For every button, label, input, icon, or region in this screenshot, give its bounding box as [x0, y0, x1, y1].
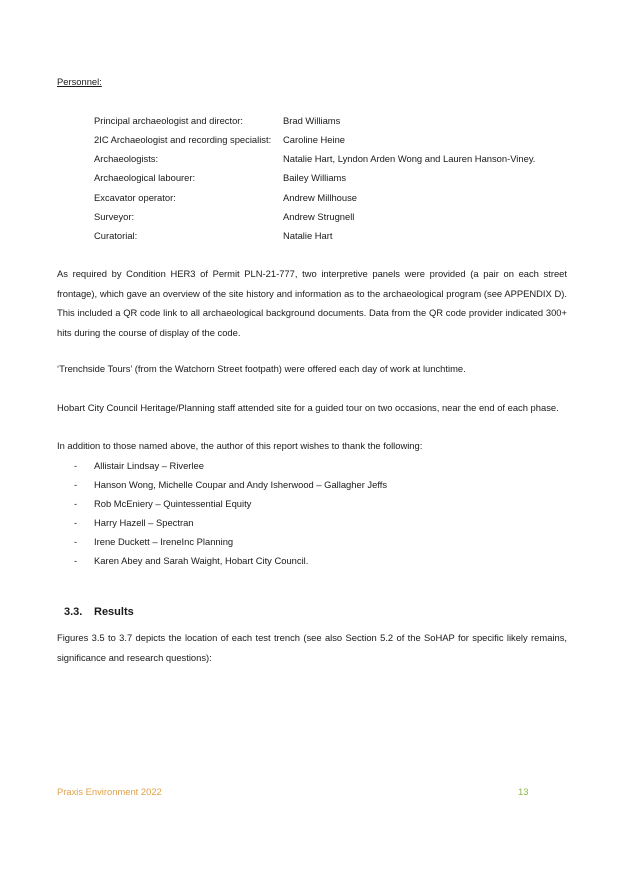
personnel-heading: Personnel: — [57, 76, 102, 87]
personnel-name: Bailey Williams — [283, 172, 347, 183]
personnel-name: Andrew Strugnell — [283, 211, 355, 222]
personnel-role: Principal archaeologist and director: — [94, 115, 244, 126]
bullet-dash: - — [74, 517, 78, 528]
bullet-dash: - — [74, 498, 78, 509]
list-item-text: Rob McEniery – Quintessential Equity — [94, 498, 252, 509]
personnel-name: Andrew Millhouse — [283, 192, 357, 203]
personnel-role: Surveyor: — [94, 211, 135, 222]
thanks-intro: In addition to those named above, the author of this report wishes to thank the following: — [57, 440, 423, 451]
section-title: Results — [94, 606, 134, 618]
bullet-dash: - — [74, 536, 78, 547]
personnel-role: Curatorial: — [94, 230, 138, 241]
bullet-dash: - — [74, 555, 78, 566]
footer-company: Praxis Environment 2022 — [57, 786, 162, 797]
personnel-role: Archaeological labourer: — [94, 172, 196, 183]
personnel-role: Excavator operator: — [94, 192, 176, 203]
personnel-name: Caroline Heine — [283, 134, 346, 145]
personnel-role: 2IC Archaeologist and recording specialist: — [94, 134, 272, 145]
bullet-dash: - — [74, 460, 78, 471]
list-item-text: Harry Hazell – Spectran — [94, 517, 194, 528]
list-item-text: Karen Abey and Sarah Waight, Hobart City Council. — [94, 555, 309, 566]
results-paragraph: Figures 3.5 to 3.7 depicts the location of each test trench (see also Section 5.2 of the SoHAP for specific likely remains, significance and research questions): — [57, 632, 567, 663]
council-paragraph: Hobart City Council Heritage/Planning staff attended site for a guided tour on two occasions, near the end of each phase. — [57, 402, 559, 413]
list-item-text: Hanson Wong, Michelle Coupar and Andy Isherwood – Gallagher Jeffs — [94, 479, 388, 490]
page-number: 13 — [518, 786, 529, 797]
section-number: 3.3. — [64, 606, 83, 618]
personnel-name: Brad Williams — [283, 115, 341, 126]
list-item-text: Irene Duckett – IreneInc Planning — [94, 536, 234, 547]
bullet-dash: - — [74, 479, 78, 490]
panels-paragraph: As required by Condition HER3 of Permit PLN-21-777, two interpretive panels were provided (a pair on each street frontage), which gave an overview of the site history and information as to the archaeological program (see APPENDIX D). This included a QR code link to all archaeological background documents. Data from the QR code provider indicated 300+ hits during the course of display of the code. — [57, 268, 567, 338]
personnel-name: Natalie Hart, Lyndon Arden Wong and Lauren Hanson-Viney. — [283, 153, 536, 164]
list-item-text: Allistair Lindsay – Riverlee — [94, 460, 204, 471]
personnel-name: Natalie Hart — [283, 230, 333, 241]
tours-paragraph: ‘Trenchside Tours’ (from the Watchorn Street footpath) were offered each day of work at lunchtime. — [57, 363, 466, 374]
personnel-role: Archaeologists: — [94, 153, 159, 164]
